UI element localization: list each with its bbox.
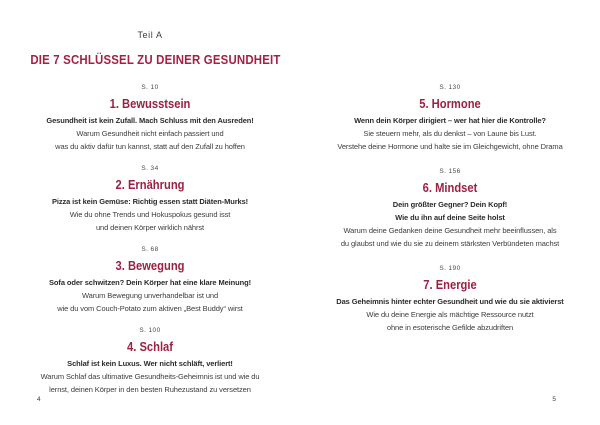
toc-entry-ernaehrung	[14, 164, 286, 234]
toc-entry-mindset	[314, 167, 586, 250]
chapter-heading: 3. Bewegung	[115, 258, 185, 273]
page-reference: S. 130	[439, 84, 461, 91]
chapter-description-line: Warum deine Gedanken deine Gesundheit mehr beeinflussen, als	[343, 226, 557, 235]
chapter-tagline: Wenn dein Körper dirigiert – wer hat hier die Kontrolle?	[354, 116, 546, 125]
right-page	[300, 0, 600, 425]
toc-entry-schlaf	[14, 326, 286, 396]
page-reference: S. 68	[141, 246, 159, 253]
chapter-description-line: Wie du deine Energie als mächtige Ressource nutzt	[366, 310, 534, 319]
header-spacer	[314, 30, 586, 83]
page-reference: S. 190	[439, 265, 461, 272]
chapter-description-line: lernst, deinen Körper in den besten Ruhezustand zu versetzen	[49, 385, 251, 394]
folio-number-right: 5	[552, 396, 556, 403]
folio-number-left: 4	[37, 396, 41, 403]
chapter-heading: 7. Energie	[423, 277, 477, 292]
chapter-description-line: du glaubst und wie du sie zu deinem stärksten Verbündeten machst	[340, 239, 560, 248]
page-reference: S. 156	[439, 168, 461, 175]
page-reference: S. 34	[141, 165, 159, 172]
chapter-description-line: wie du vom Couch-Potato zum aktiven „Best Buddy“ wirst	[57, 304, 243, 313]
part-label: Teil A	[137, 30, 163, 40]
page-title: DIE 7 SCHLÜSSEL ZU DEINER GESUNDHEIT	[30, 52, 281, 67]
chapter-description-line: Verstehe deine Hormone und halte sie im Gleichgewicht, ohne Drama	[337, 142, 563, 151]
chapter-description-line: was du aktiv dafür tun kannst, statt auf den Zufall zu hoffen	[55, 142, 245, 151]
chapter-description-line: Warum Bewegung unverhandelbar ist und	[81, 291, 219, 300]
toc-entry-hormone	[314, 83, 586, 153]
chapter-description-line: Warum Schlaf das ultimative Gesundheits-Geheimnis ist und wie du	[40, 372, 260, 381]
chapter-description-line: und deinen Körper wirklich nährst	[95, 223, 204, 232]
chapter-heading: 1. Bewusstsein	[109, 96, 191, 111]
chapter-heading: 6. Mindset	[422, 180, 478, 195]
chapter-tagline: Sofa oder schwitzen? Dein Körper hat eine klare Meinung!	[49, 278, 251, 287]
chapter-description-line: ohne in esoterische Gefilde abzudriften	[386, 323, 514, 332]
chapter-heading: 4. Schlaf	[127, 339, 173, 354]
chapter-tagline: Das Geheimnis hinter echter Gesundheit und wie du sie aktivierst	[336, 297, 564, 306]
chapter-description-line: Sie steuern mehr, als du denkst – von Laune bis Lust.	[363, 129, 537, 138]
toc-entry-bewusstsein	[14, 83, 286, 153]
chapter-tagline: Dein größter Gegner? Dein Kopf!	[392, 200, 508, 209]
chapter-tagline: Gesundheit ist kein Zufall. Mach Schluss mit den Ausreden!	[46, 116, 254, 125]
toc-entry-energie	[314, 264, 586, 334]
toc-entry-bewegung	[14, 245, 286, 315]
chapter-tagline: Schlaf ist kein Luxus. Wer nicht schläft, verliert!	[67, 359, 233, 368]
chapter-description-line: Wie du ohne Trends und Hokuspokus gesund isst	[69, 210, 231, 219]
chapter-heading: 2. Ernährung	[115, 177, 185, 192]
chapter-description-line: Warum Gesundheit nicht einfach passiert und	[76, 129, 224, 138]
chapter-tagline: Pizza ist kein Gemüse: Richtig essen statt Diäten-Murks!	[51, 197, 249, 206]
chapter-heading: 5. Hormone	[419, 96, 481, 111]
page-reference: S. 10	[141, 84, 159, 91]
chapter-tagline: Wie du ihn auf deine Seite holst	[395, 213, 505, 222]
page-reference: S. 100	[139, 327, 161, 334]
